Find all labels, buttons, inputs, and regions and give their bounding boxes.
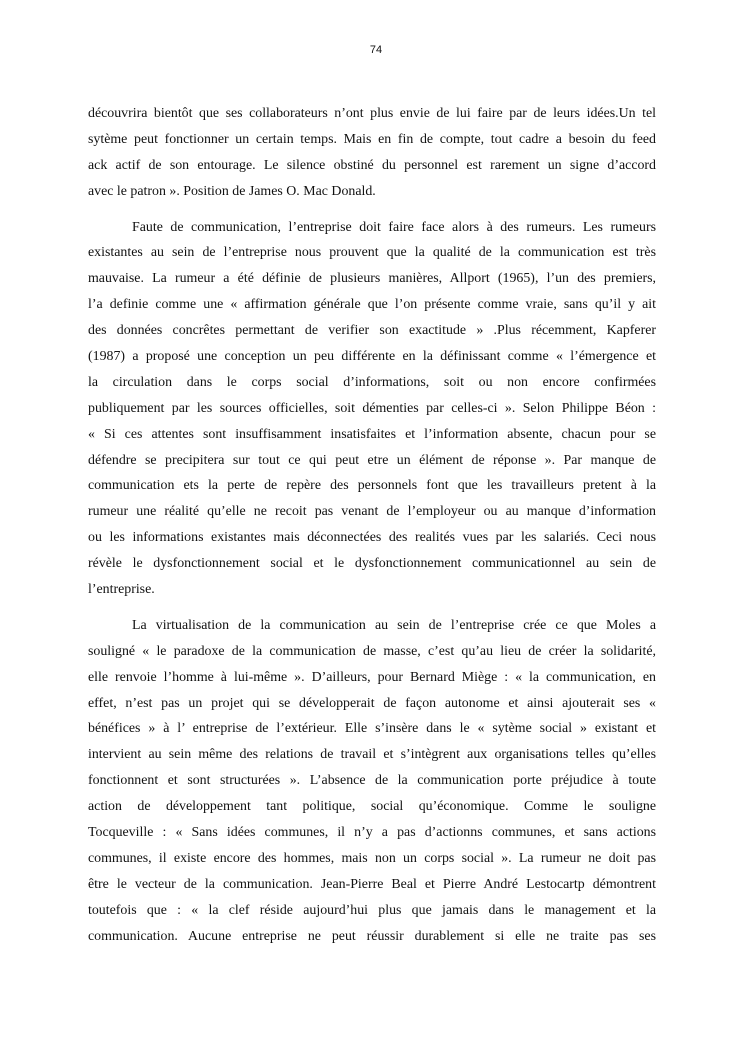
text-line: révèle le dysfonctionnement social et le dysfonctionnement communicationnel au sein de — [88, 556, 656, 572]
page-number: 74 — [369, 44, 383, 56]
text-line: toutefois que : « la clef réside aujourd’hui plus que jamais dans le management et la — [88, 902, 656, 918]
paragraph-spacer — [88, 603, 656, 613]
paragraph-1 — [88, 101, 656, 205]
text-line: rumeur une réalité qu’elle ne recoit pas venant de l’employeur ou au manque d’information — [88, 504, 656, 520]
text-line: bénéfices » à l’ entreprise de l’extérieur. Elle s’insère dans le « sytème social » existant et — [88, 721, 656, 737]
text-line: Tocqueville : « Sans idées communes, il n’y a pas d’actionns communes, et sans actions — [88, 825, 656, 841]
text-line: ou les informations existantes mais déconnectées des realités vues par les salariés. Ceci nous — [88, 530, 656, 546]
text-line: des données concrêtes permettant de verifier son exactitude » .Plus récemment, Kapferer — [88, 323, 656, 339]
body-text — [88, 101, 656, 950]
text-line: la circulation dans le corps social d’informations, soit ou non encore confirmées — [88, 374, 656, 390]
text-line: (1987) a proposé une conception un peu différente en la définissant comme « l’émergence et — [88, 349, 656, 365]
text-line: souligné « le paradoxe de la communication de masse, c’est qu’au lieu de créer la solidarité, — [88, 643, 656, 659]
text-line: publiquement par les sources officielles, soit démenties par celles-ci ». Selon Philippe Béon : — [88, 400, 656, 416]
text-line: mauvaise. La rumeur a été définie de plusieurs manières, Allport (1965), l’un des premiers, — [88, 271, 656, 287]
text-line: fonctionnent et sont structurées ». L’absence de la communication porte préjudice à toute — [88, 773, 656, 789]
text-line: communes, il existe encore des hommes, mais non un corps social ». La rumeur ne doit pas — [88, 850, 656, 866]
text-line: elle renvoie l’homme à lui-même ». D’ailleurs, pour Bernard Miège : « la communication, en — [88, 669, 656, 685]
text-line: « Si ces attentes sont insuffisamment insatisfaites et l’information absente, chacun pour se — [88, 426, 656, 442]
text-line: défendre se precipitera sur tout ce qui peut etre un élément de réponse ». Par manque de — [88, 452, 656, 468]
text-line: La virtualisation de la communication au sein de l’entreprise crée ce que Moles a — [132, 617, 656, 633]
paragraph-spacer — [88, 205, 656, 215]
text-line: l’a definie comme une « affirmation générale que l’on présente comme vraie, sans qu’il y ait — [88, 297, 656, 313]
text-line: découvrira bientôt que ses collaborateurs n’ont plus envie de lui faire par de leurs idées.Un tel — [88, 106, 656, 121]
text-line: Faute de communication, l’entreprise doit faire face alors à des rumeurs. Les rumeurs — [132, 219, 656, 235]
text-line: sytème peut fonctionner un certain temps. Mais en fin de compte, tout cadre a besoin du feed — [88, 131, 656, 147]
text-line: communication. Aucune entreprise ne peut réussir durablement si elle ne traite pas ses — [88, 928, 656, 944]
text-line: intervient au sein même des relations de travail et s’intègrent aux organisations telles qu’elles — [88, 747, 656, 763]
text-line: action de développement tant politique, social qu’économique. Comme le souligne — [88, 799, 656, 815]
paragraph-2 — [88, 215, 656, 603]
text-line: ack actif de son entourage. Le silence obstiné du personnel est rarement un signe d’accord — [88, 157, 656, 173]
text-line: effet, n’est pas un projet qui se développerait de façon autonome et ainsi ajouterait ses « — [88, 695, 656, 711]
text-line: existantes au sein de l’entreprise nous prouvent que la qualité de la communication est très — [88, 245, 656, 261]
text-line: être le vecteur de la communication. Jean-Pierre Beal et Pierre André Lestocartp démontrent — [88, 876, 656, 892]
text-line: communication ets la perte de repère des personnels font que les travailleurs pretent à la — [88, 478, 656, 494]
text-line: l’entreprise. — [88, 582, 155, 598]
paragraph-3 — [88, 613, 656, 950]
text-line: avec le patron ». Position de James O. Mac Donald. — [88, 183, 376, 199]
